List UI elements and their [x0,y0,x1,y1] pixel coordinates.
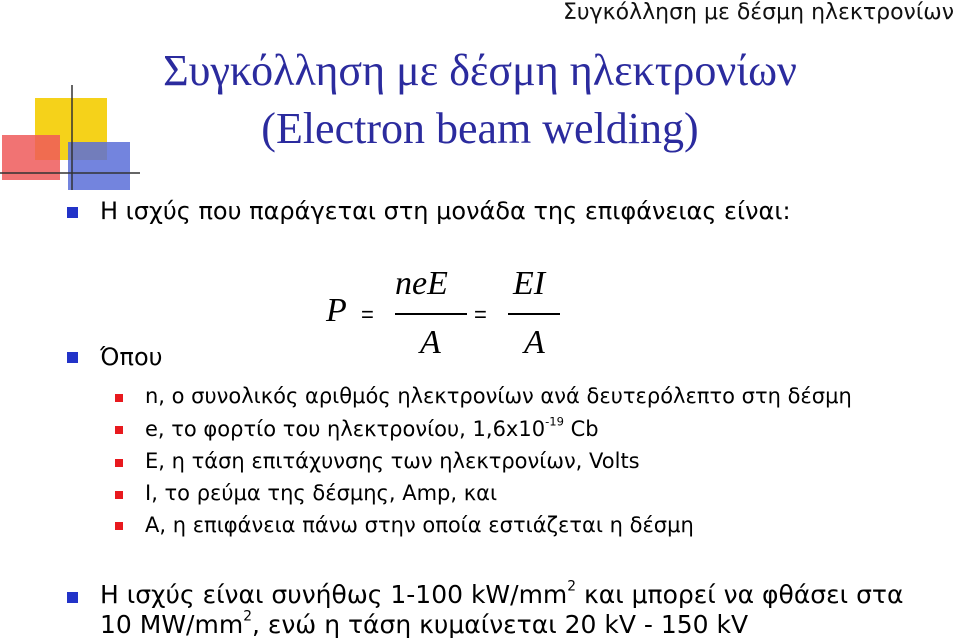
blue-square [68,142,130,190]
definition-E: E, η τάση επιτάχυνσης των ηλεκτρονίων, Volts [145,449,640,473]
definition-e-prefix: e, το φορτίο του ηλεκτρονίου, 1,6x10 [145,417,546,441]
bullet-marker [67,592,78,603]
definition-A: A, η επιφάνεια πάνω στην οποία εστιάζεται η δέσμη [145,513,694,537]
bullet-text-power-range-1 [100,580,903,609]
formula-lhs: P [326,292,347,329]
bullet-text-power: Η ισχύς που παράγεται στη μονάδα της επιφάνειας είναι: [100,197,791,225]
sub-bullet-marker [115,491,123,499]
power-range-exponent: 2 [567,578,577,595]
power-max-exponent: 2 [243,608,252,625]
bullet-marker [67,352,78,363]
definition-n: n, ο συνολικός αριθμός ηλεκτρονίων ανά δευτερόλεπτο στη δέσμη [145,384,852,408]
sub-bullet-marker [115,426,123,434]
fraction-bar-1 [395,313,467,315]
definition-e-suffix: Cb [563,417,599,441]
bullet-marker [67,207,78,218]
bullet-text-where: Όπου [100,343,163,371]
formula-eq1: = [361,302,374,327]
bullet-text-power-range-2 [100,610,748,639]
page-subtitle: (Electron beam welding) [261,104,699,153]
definition-e-exponent: -19 [545,414,564,429]
formula-eq2: = [474,302,487,327]
formula-num2: EI [513,265,546,302]
sub-bullet-marker [115,522,123,530]
formula-den1: A [420,324,441,361]
power-range-text-cont: και μπορεί να φθάσει στα [576,580,904,609]
running-header: Συγκόλληση με δέσμη ηλεκτρονίων [563,0,954,25]
formula-den2: A [524,324,545,361]
voltage-range-text: , ενώ η τάση κυμαίνεται 20 kV - 150 kV [251,610,749,639]
sub-bullet-marker [115,394,123,402]
page-title: Συγκόλληση με δέσμη ηλεκτρονίων [163,46,797,95]
fraction-bar-2 [508,313,560,315]
sub-bullet-marker [115,459,123,467]
definition-e [145,414,599,441]
formula-num1: neE [395,265,448,302]
power-range-text: Η ισχύς είναι συνήθως 1-100 kW/mm [100,580,568,609]
decorative-squares [0,80,140,190]
power-max-text: 10 MW/mm [100,610,244,639]
definition-I: I, το ρεύμα της δέσμης, Amp, και [145,481,498,505]
